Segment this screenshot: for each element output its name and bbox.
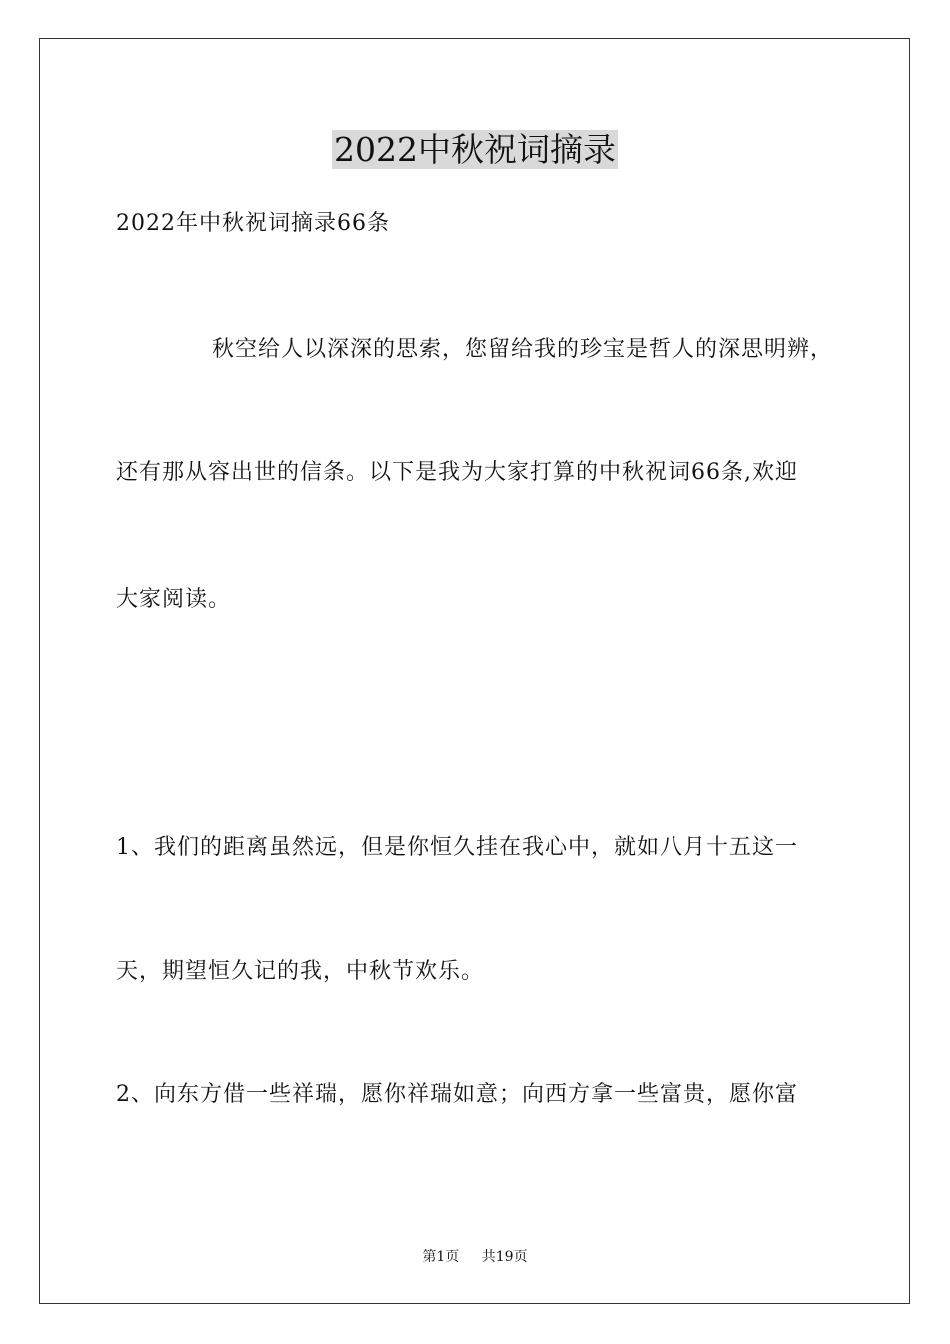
- page-total: 共19页: [481, 1249, 528, 1265]
- paragraph-line-3: 大家阅读。: [116, 587, 232, 612]
- list-item-2-line-1: 2、向东方借一些祥瑞，愿你祥瑞如意；向西方拿一些富贵，愿你富: [116, 1082, 798, 1107]
- page-number: 第1页: [422, 1249, 460, 1265]
- document-title-text: 2022中秋祝词摘录: [334, 130, 616, 169]
- paragraph-line-2: 还有那从容出世的信条。以下是我为大家打算的中秋祝词66条,欢迎: [116, 460, 798, 485]
- document-subtitle: 2022年中秋祝词摘录66条: [116, 211, 390, 236]
- list-item-1-line-2: 天，期望恒久记的我，中秋节欢乐。: [116, 959, 485, 984]
- document-title: [0, 128, 950, 172]
- page-footer: [0, 1248, 950, 1266]
- list-item-1-line-1: 1、我们的距离虽然远，但是你恒久挂在我心中，就如八月十五这一: [116, 835, 798, 860]
- paragraph-line-1: 秋空给人以深深的思索，您留给我的珍宝是哲人的深思明辨，: [212, 337, 834, 362]
